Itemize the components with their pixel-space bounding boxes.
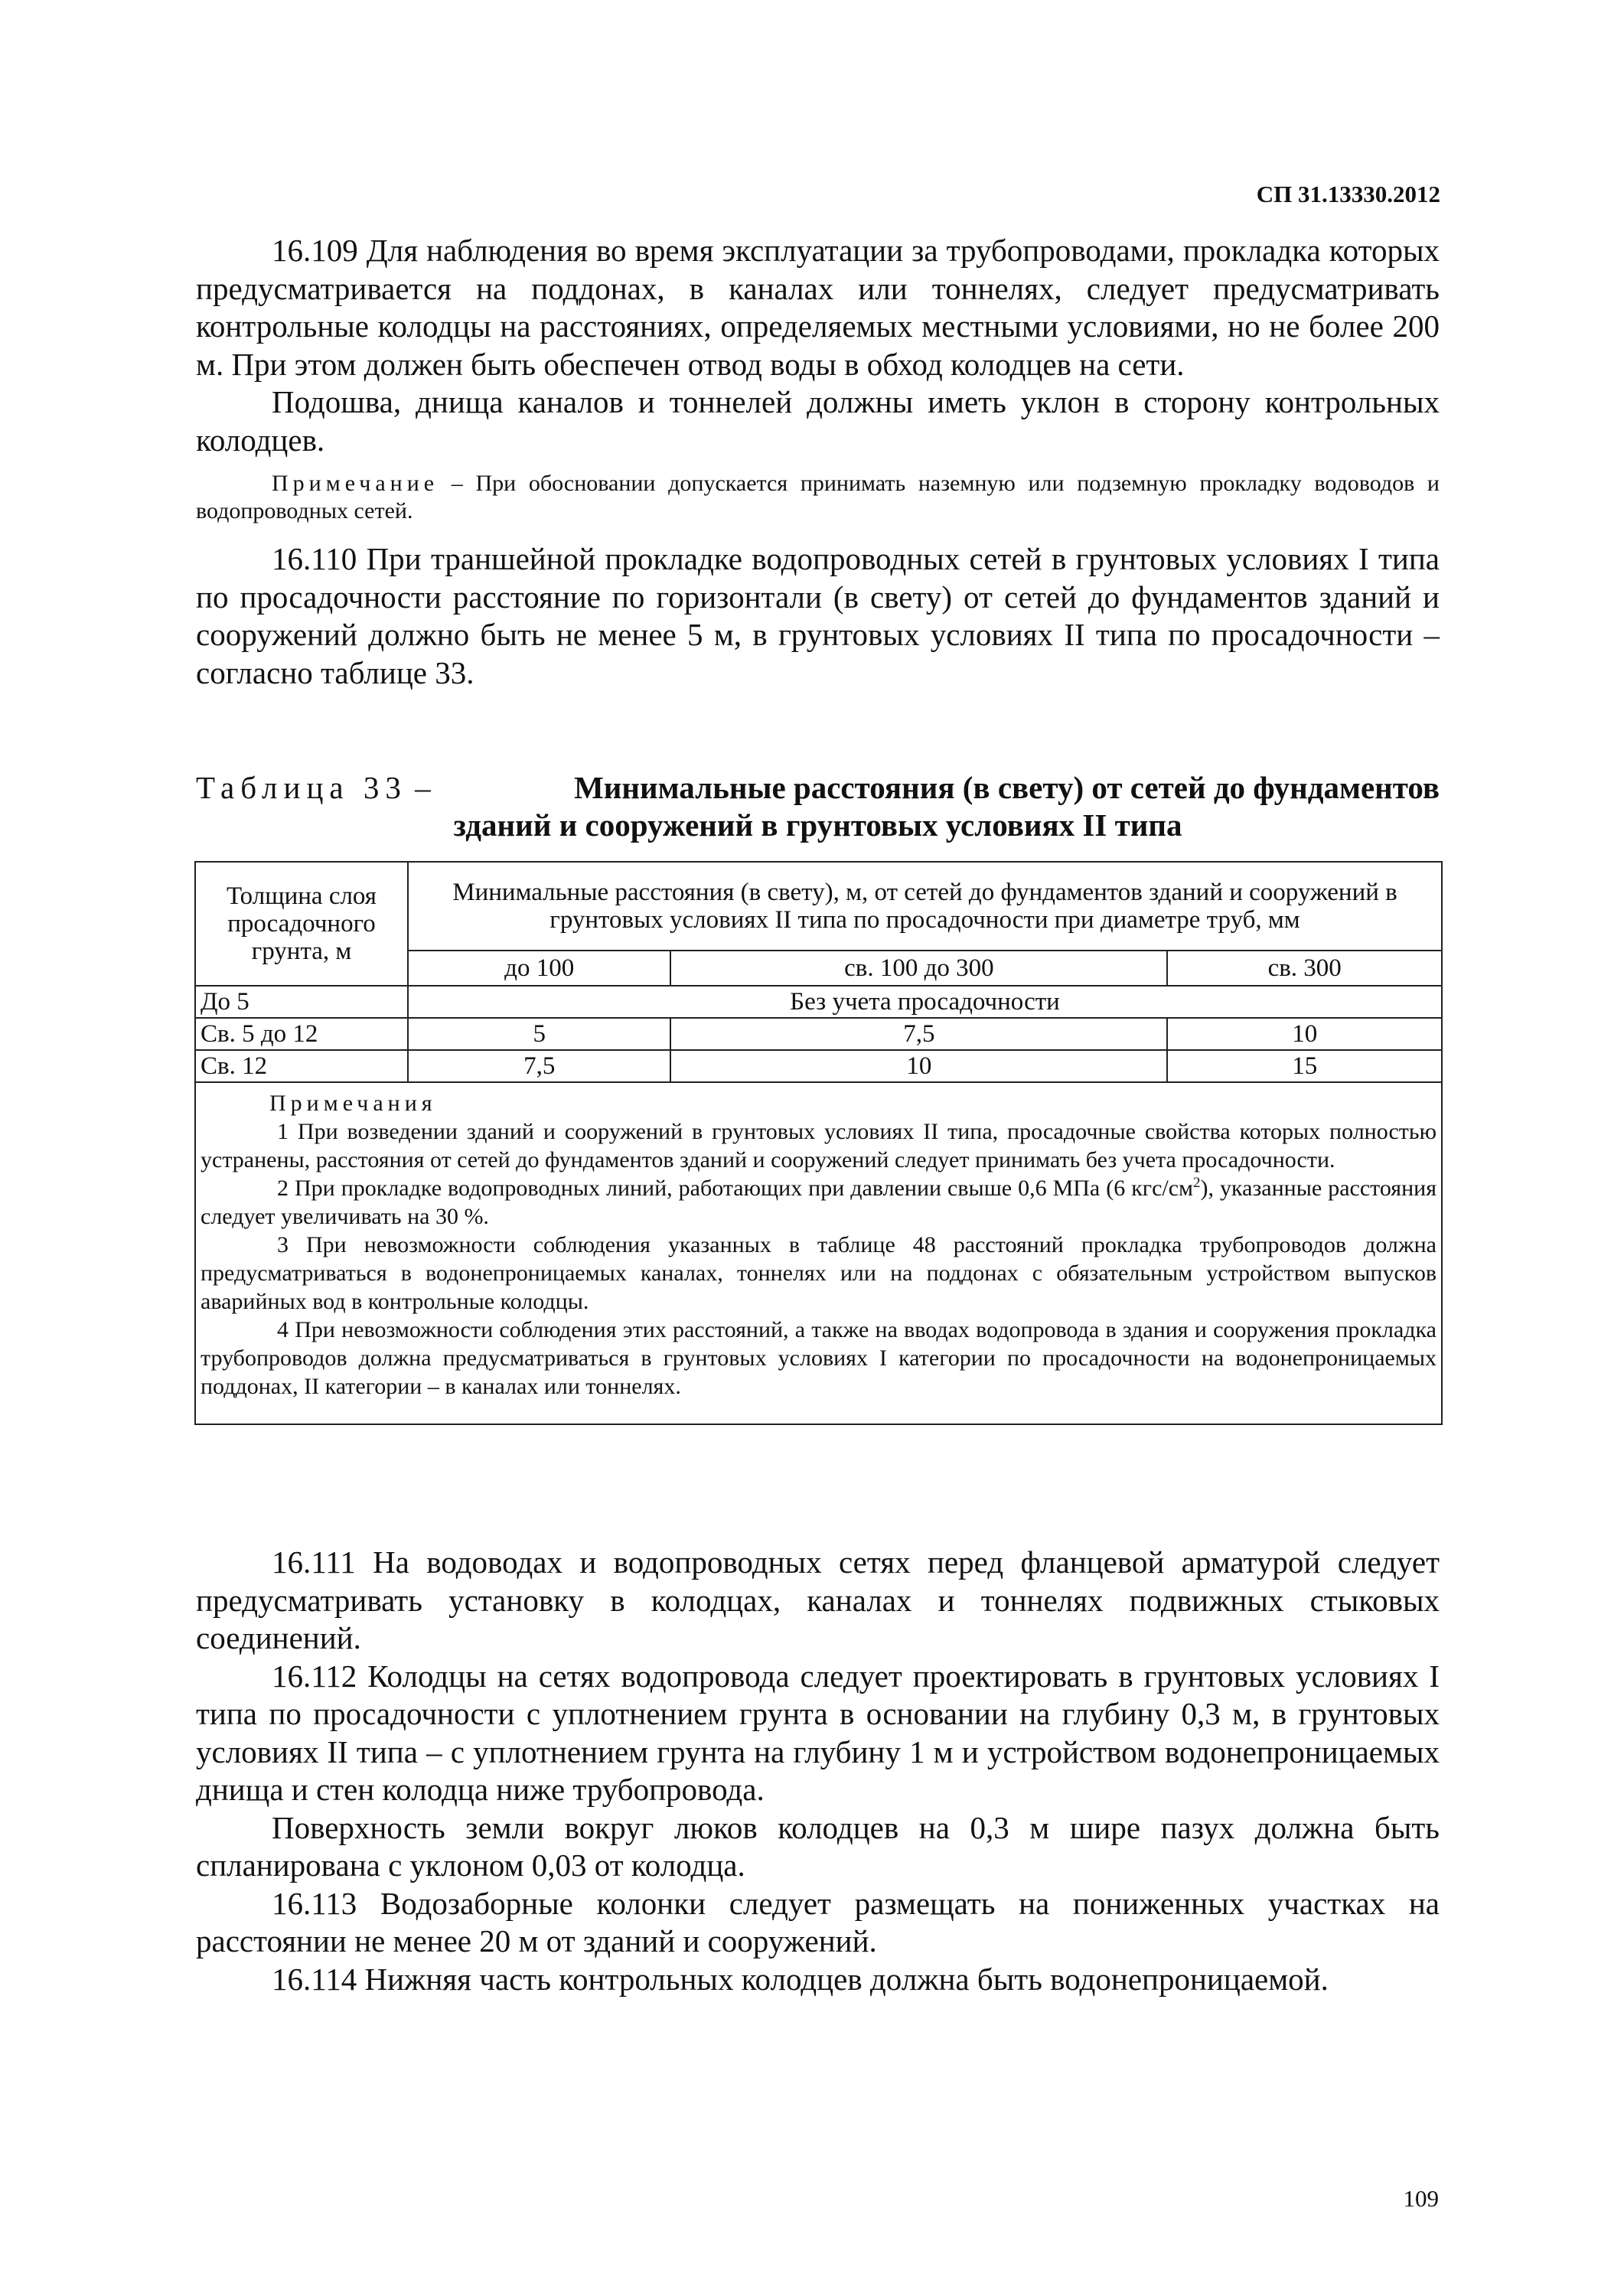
table-row (195, 1050, 1442, 1082)
table-subheader-d3: св. 300 (1167, 951, 1442, 986)
table-note-2-tail: ), указанные расстояния следует увеличивать на 30 %. (201, 1176, 1436, 1229)
paragraph-16-112-cont: Поверхность земли вокруг люков колодцев на 0,3 м шире пазух должна быть спланирована с уклоном 0,03 от колодца. (196, 1809, 1440, 1883)
body-bottom (196, 1544, 1440, 1998)
row-label: Св. 12 (195, 1050, 408, 1082)
table-subheader-d1: до 100 (408, 951, 670, 986)
table-caption-label: Таблица 33 (196, 770, 407, 805)
paragraph-16-113: 16.113 Водозаборные колонки следует размещать на пониженных участках на расстоянии не менее 20 м от зданий и сооружений. (196, 1885, 1440, 1958)
note (196, 470, 1440, 525)
cell-value: 10 (1167, 1018, 1442, 1050)
row-label: До 5 (195, 986, 408, 1018)
table-note-2-text: 2 При прокладке водопроводных линий, работающих при давлении свыше 0,6 МПа (6 кгс/см (277, 1176, 1194, 1201)
superscript: 2 (1193, 1175, 1201, 1191)
paragraph-16-109: 16.109 Для наблюдения во время эксплуатации за трубопроводами, прокладка которых предусматривается на поддонах, в каналах или тоннелях, следует предусматривать контрольные колодцы на расстояниях, определяемых местными условиями, но не более 200 м. При этом должен быть обеспечен отвод воды в обход колодцев на сети. (196, 233, 1440, 382)
note-label: Примечание (272, 471, 439, 496)
table-header-distances: Минимальные расстояния (в свету), м, от сетей до фундаментов зданий и сооружений в грунтовых условиях II типа по просадочности при диаметре труб, мм (408, 862, 1442, 951)
table-note-1: 1 При возведении зданий и сооружений в грунтовых условиях II типа, просадочные свойства которых полностью устранены, расстояния от сетей до фундаментов зданий и сооружений следует принимать без учета просадочности. (201, 1119, 1436, 1172)
table-header-thickness: Толщина слоя просадочного грунта, м (195, 862, 408, 986)
cell-value: 5 (408, 1018, 670, 1050)
cell-value: 7,5 (670, 1018, 1167, 1050)
paragraph-16-111: 16.111 На водоводах и водопроводных сетях перед фланцевой арматурой следует предусматривать установку в колодцах, каналах и тоннелях подвижных стыковых соединений. (196, 1544, 1440, 1655)
paragraph-16-110: 16.110 При траншейной прокладке водопроводных сетей в грунтовых условиях I типа по просадочности расстояние по горизонтали (в свету) от сетей до фундаментов зданий и сооружений должно быть не менее 5 м, в грунтовых условиях II типа по просадочности – согласно таблице 33. (196, 541, 1440, 690)
table-note-4: 4 При невозможности соблюдения этих расстояний, а также на вводах водопровода в здания и сооружения прокладка трубопроводов должна предусматриваться в грунтовых условиях I категории по просадочности на водонепроницаемых поддонах, II категории – в каналах или тоннелях. (201, 1317, 1436, 1399)
table-caption (196, 769, 1440, 844)
table-row (195, 986, 1442, 1018)
table-subheader-d2: св. 100 до 300 (670, 951, 1167, 986)
note-text: – При обосновании допускается принимать наземную или подземную прокладку водоводов и водопроводных сетей. (196, 471, 1440, 523)
cell-value: 10 (670, 1050, 1167, 1082)
table-note-2 (201, 1174, 1436, 1231)
row-merged-value: Без учета просадочности (408, 986, 1442, 1018)
table-note-3: 3 При невозможности соблюдения указанных в таблице 48 расстояний прокладка трубопроводов должна предусматриваться в водонепроницаемых каналах, тоннелях или на поддонах с обязательным устройством выпусков аварийных вод в контрольные колодцы. (201, 1232, 1436, 1314)
distance-table (194, 861, 1443, 1425)
cell-value: 7,5 (408, 1050, 670, 1082)
body-top (196, 232, 1440, 692)
row-label: Св. 5 до 12 (195, 1018, 408, 1050)
table-row (195, 1018, 1442, 1050)
cell-value: 15 (1167, 1050, 1442, 1082)
paragraph-16-109-cont: Подошва, днища каналов и тоннелей должны иметь уклон в сторону контрольных колодцев. (196, 384, 1440, 458)
paragraph-16-114: 16.114 Нижняя часть контрольных колодцев должна быть водонепроницаемой. (272, 1961, 1329, 1997)
table-caption-dash: – (406, 770, 431, 805)
table-notes-title: Примечания (269, 1091, 437, 1116)
page-number: 109 (1403, 2185, 1439, 2212)
paragraph-16-112: 16.112 Колодцы на сетях водопровода следует проектировать в грунтовых условиях I типа по просадочности с уплотнением грунта в основании на глубину 0,3 м, в грунтовых условиях II типа – с уплотнением грунта на глубину 1 м и устройством водонепроницаемых днища и стен колодца ниже трубопровода. (196, 1658, 1440, 1807)
table-notes (195, 1082, 1442, 1424)
document-code: СП 31.13330.2012 (1256, 181, 1440, 207)
table-caption-title-line-2: зданий и сооружений в грунтовых условиях II типа (453, 807, 1182, 843)
table-caption-title-line-1: Минимальные расстояния (в свету) от сетей до фундаментов (574, 770, 1440, 805)
